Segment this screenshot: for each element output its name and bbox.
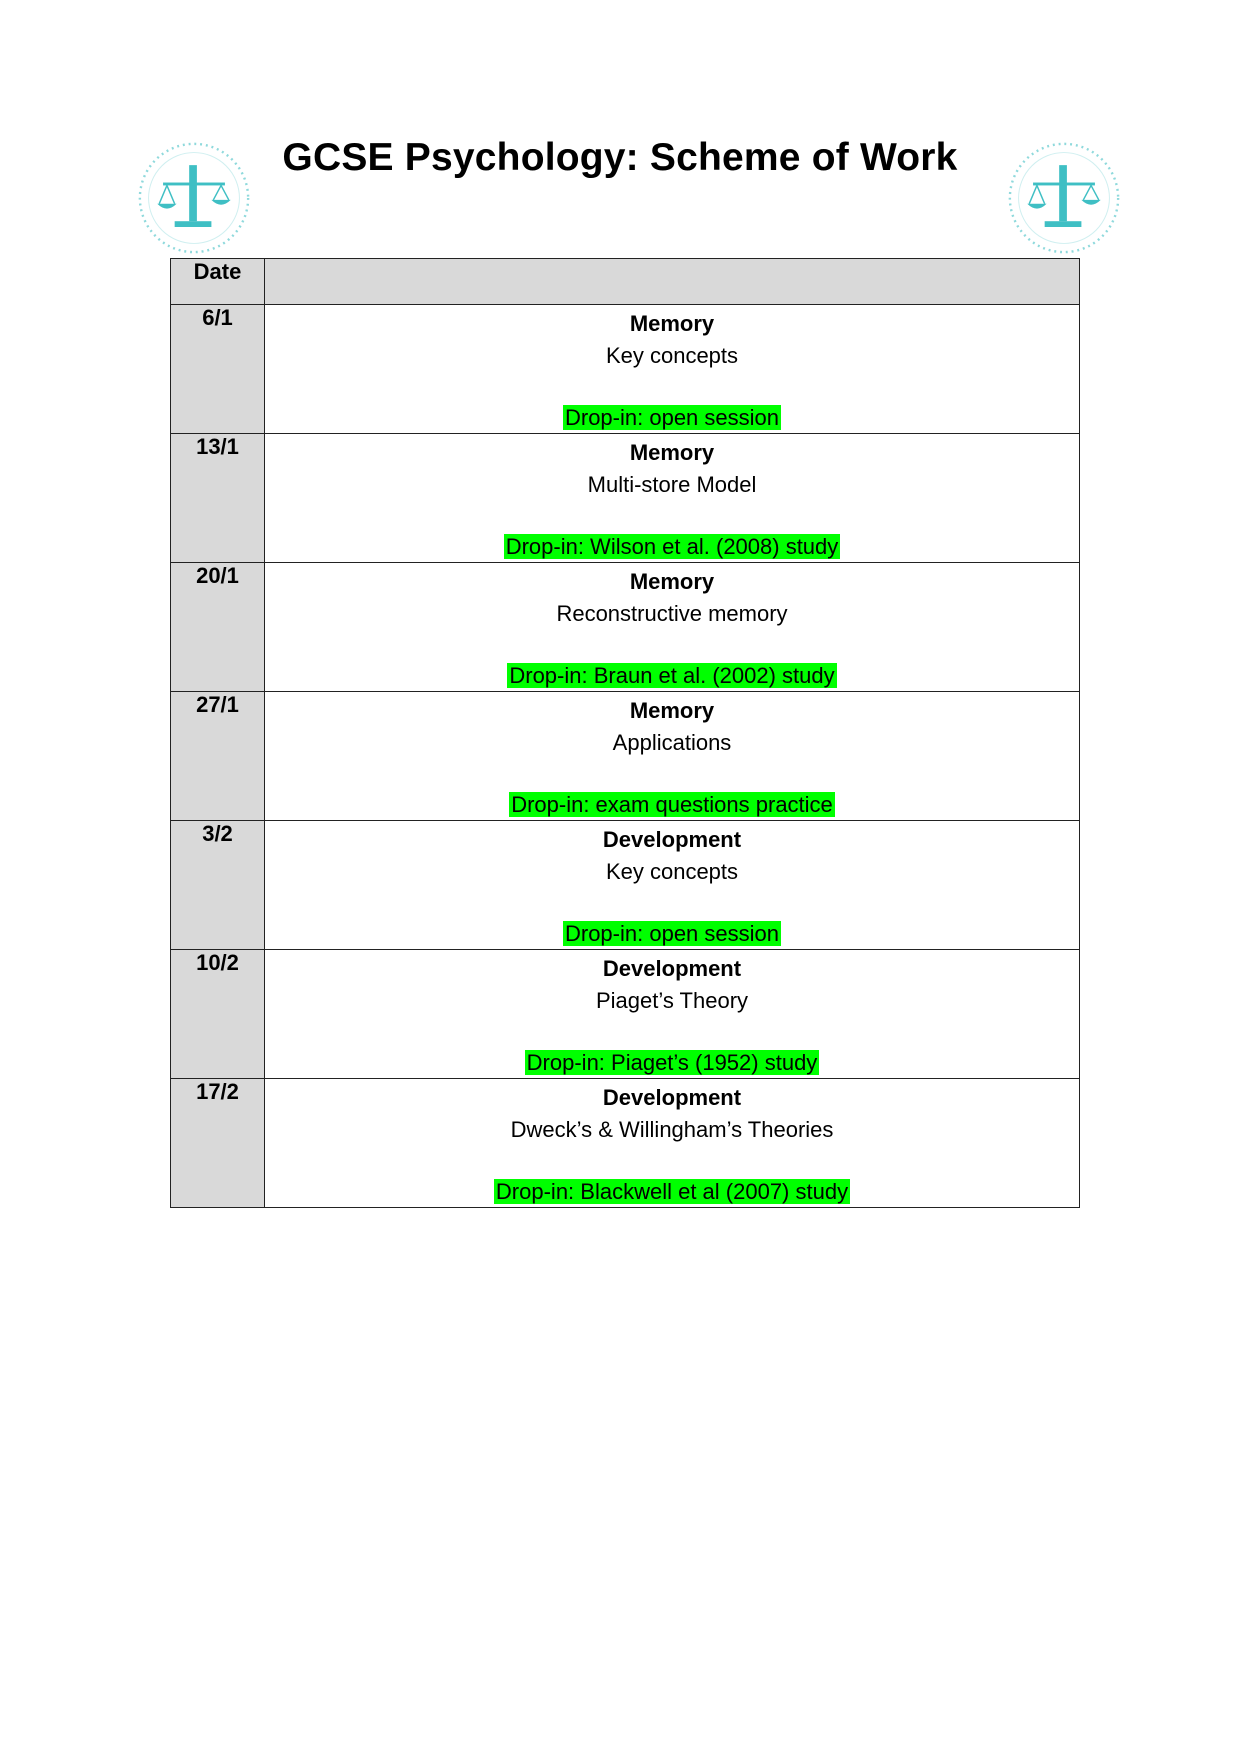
content-cell [265,563,1080,692]
dropin-line [265,1177,1079,1207]
date-cell: 10/2 [171,950,265,1079]
topic-heading: Development [602,956,742,981]
topic-heading: Memory [629,311,715,336]
content-column-header [265,259,1080,305]
table-header-row [171,259,1080,305]
topic-heading: Memory [629,440,715,465]
date-cell: 13/1 [171,434,265,563]
topic-detail: Key concepts [605,859,739,884]
table-row [171,434,1080,563]
date-cell: 3/2 [171,821,265,950]
date-cell: 20/1 [171,563,265,692]
dropin-highlight: Drop-in: Wilson et al. (2008) study [505,534,839,559]
table-row [171,950,1080,1079]
topic-detail: Multi-store Model [587,472,757,497]
table-row [171,1079,1080,1208]
content-cell [265,305,1080,434]
content-cell [265,692,1080,821]
content-cell [265,1079,1080,1208]
dropin-highlight: Drop-in: Blackwell et al (2007) study [495,1179,849,1204]
scheme-table [170,258,1080,1208]
content-cell [265,950,1080,1079]
dropin-line [265,1048,1079,1078]
dropin-highlight: Drop-in: open session [564,405,779,430]
topic-detail: Piaget’s Theory [595,988,749,1013]
topic-detail: Key concepts [605,343,739,368]
topic-heading: Development [602,1085,742,1110]
date-column-header: Date [171,259,265,305]
topic-detail: Reconstructive memory [556,601,788,626]
table-row [171,692,1080,821]
topic-detail: Applications [612,730,732,755]
dropin-highlight: Drop-in: Braun et al. (2002) study [509,663,835,688]
dropin-line [265,919,1079,949]
page-title: GCSE Psychology: Scheme of Work [282,136,958,179]
dropin-line [265,661,1079,691]
date-cell: 6/1 [171,305,265,434]
content-cell [265,434,1080,563]
dropin-line [265,532,1079,562]
table-row [171,305,1080,434]
topic-heading: Memory [629,569,715,594]
dropin-line [265,790,1079,820]
dropin-highlight: Drop-in: Piaget’s (1952) study [526,1050,818,1075]
date-cell: 17/2 [171,1079,265,1208]
dropin-highlight: Drop-in: exam questions practice [511,792,833,817]
content-cell [265,821,1080,950]
table-row [171,821,1080,950]
table-row [171,563,1080,692]
topic-heading: Development [602,827,742,852]
topic-detail: Dweck’s & Willingham’s Theories [510,1117,834,1142]
dropin-highlight: Drop-in: open session [564,921,779,946]
dropin-line [265,403,1079,433]
topic-heading: Memory [629,698,715,723]
date-cell: 27/1 [171,692,265,821]
